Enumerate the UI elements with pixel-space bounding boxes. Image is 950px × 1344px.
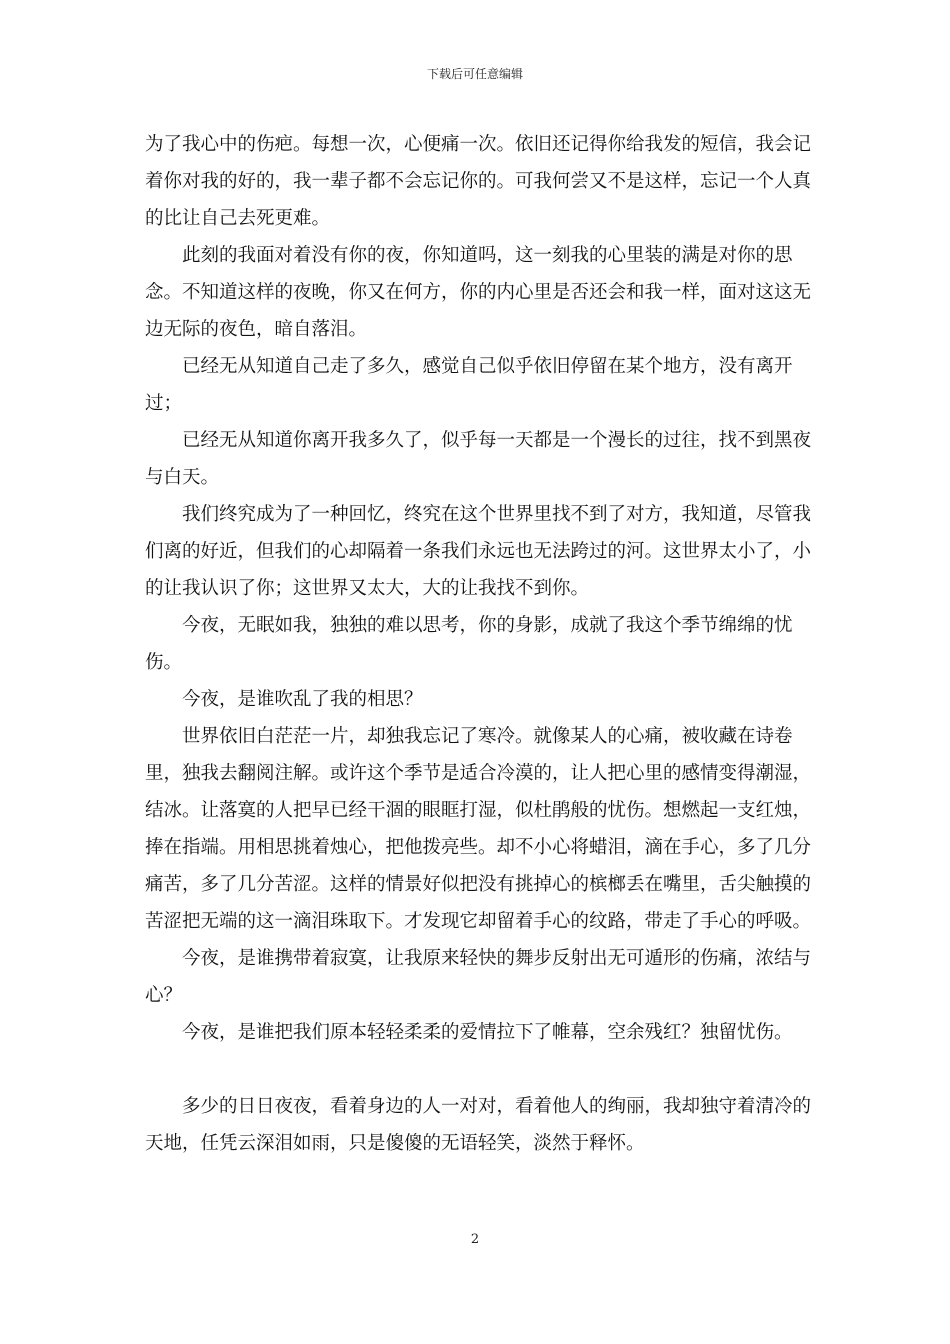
blank-line: [145, 1051, 825, 1088]
page-number: 2: [470, 1232, 480, 1247]
paragraph: 已经无从知道自己走了多久，感觉自己似乎依旧停留在某个地方，没有离开过；: [145, 356, 793, 414]
paragraph: 今夜，是谁携带着寂寞，让我原来轻快的舞步反射出无可遁形的伤痛，浓结与心？: [145, 948, 812, 1006]
paragraph: 为了我心中的伤疤。每想一次，心便痛一次。依旧还记得你给我发的短信，我会记着你对我的好的，我一辈子都不会忘记你的。可我何尝又不是这样，忘记一个人真的比让自己去死更难。: [145, 134, 812, 229]
paragraph: 世界依旧白茫茫一片，却独我忘记了寒冷。就像某人的心痛，被收藏在诗卷里，独我去翻阅注解。或许这个季节是适合冷漠的，让人把心里的感情变得潮湿，结冰。让落寞的人把早已经干涸的眼眶打湿，似杜鹃般的忧伤。想燃起一支红烛，捧在指端。用相思挑着烛心，把他拨亮些。却不小心将蜡泪，滴在手心，多了几分痛苦，多了几分苦涩。这样的情景好似把没有挑掉心的槟榔丢在嘴里，舌尖触摸的苦涩把无端的这一滴泪珠取下。才发现它却留着手心的纹路，带走了手心的呼吸。: [145, 726, 812, 932]
document-body: [145, 126, 825, 1162]
paragraph: 今夜，是谁把我们原本轻轻柔柔的爱情拉下了帷幕，空余残红？独留忧伤。: [182, 1022, 793, 1043]
paragraph: 多少的日日夜夜，看着身边的人一对对，看着他人的绚丽，我却独守着清冷的天地，任凭云深泪如雨，只是傻傻的无语轻笑，淡然于释怀。: [145, 1096, 812, 1154]
paragraph: 已经无从知道你离开我多久了，似乎每一天都是一个漫长的过往，找不到黑夜与白天。: [145, 430, 812, 488]
paragraph: 今夜，是谁吹乱了我的相思？: [182, 689, 423, 710]
paragraph: 我们终究成为了一种回忆，终究在这个世界里找不到了对方，我知道，尽管我们离的好近，但我们的心却隔着一条我们永远也无法跨过的河。这世界太小了，小的让我认识了你；这世界又太大，大的让我找不到你。: [145, 504, 812, 599]
paragraph: 此刻的我面对着没有你的夜，你知道吗，这一刻我的心里装的满是对你的思念。不知道这样的夜晚，你又在何方，你的内心里是否还会和我一样，面对这这无边无际的夜色，暗自落泪。: [145, 245, 812, 340]
page-header: 下载后可任意编辑: [426, 67, 523, 81]
paragraph: 今夜，无眠如我，独独的难以思考，你的身影，成就了我这个季节绵绵的忧伤。: [145, 615, 793, 673]
